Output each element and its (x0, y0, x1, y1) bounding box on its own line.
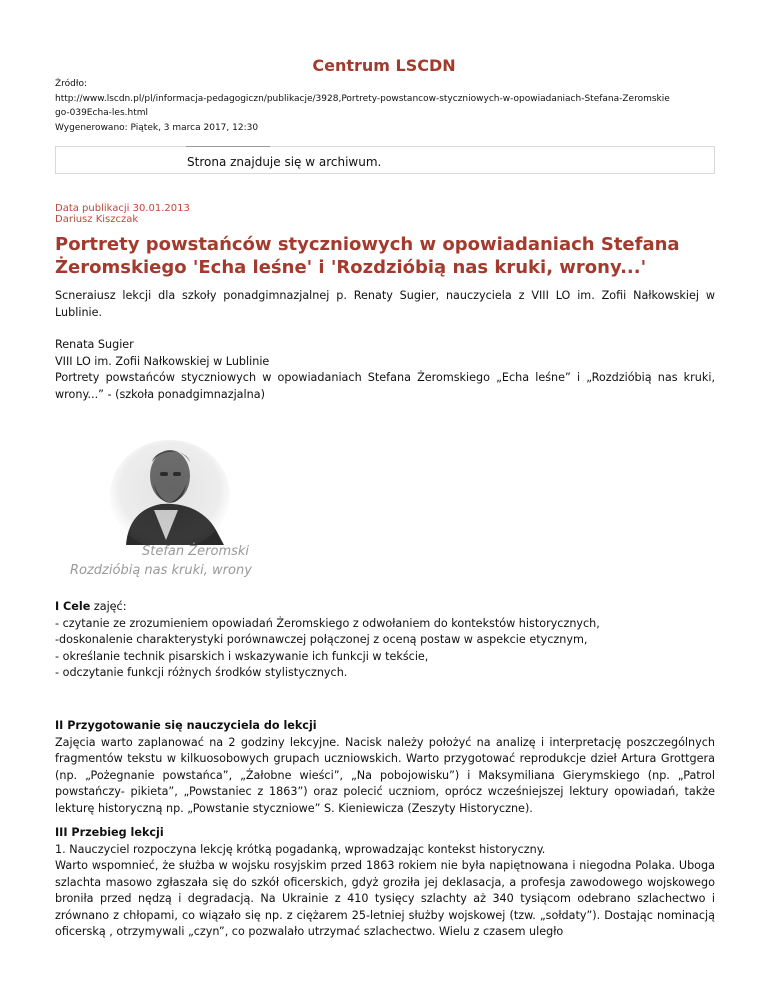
source-label: Źródło: (55, 79, 87, 89)
source-meta (55, 77, 720, 135)
author-block (55, 337, 715, 370)
section-preparation (55, 718, 715, 817)
publication-info (55, 203, 190, 225)
goal-item: - czytanie ze zrozumieniem opowiadań Żeromskiego z odwołaniem do kontekstów historycznych, (55, 616, 600, 630)
goal-item: - odczytanie funkcji różnych środków stylistycznych. (55, 666, 348, 679)
section-lesson-text: Warto wspomnieć, że służba w wojsku rosyjskim przed 1863 rokiem nie była napiętnowana i niegodna Polaka. Uboga szlachta masowo zgłaszała się do szkół oficerskich, gdyż groziła jej deklasacja, a profesja zawodowego wojskowego broniła przed nędzą i degradacją. Na Ukrainie z 410 tysięcy szlachty aż 340 tysiącom odebrano szlachectwo i zrównano z chłopami, co wiązało się np. z ciężarem 25-letniej służby wojskowej (tzw. „sołdaty”). Dostając nominacją oficerską , otrzymywali „czyn”, co pozwalało utrzymać szlachectwo. Wielu z czasem uległo (55, 859, 715, 938)
goal-item: - określanie technik pisarskich i wskazywanie ich funkcji w tekście, (55, 649, 429, 663)
section-goals-heading: I Cele (55, 600, 91, 613)
image-caption-name: Stefan Żeromski (142, 544, 250, 559)
source-url-line-2[interactable]: go-039Echa-les.html (55, 108, 149, 118)
publication-author[interactable]: Dariusz Kiszczak (55, 214, 139, 225)
section-preparation-heading: II Przygotowanie się nauczyciela do lekcji (55, 719, 317, 732)
article-subject: Portrety powstańców styczniowych w opowiadaniach Stefana Żeromskiego „Echa leśne” i „Rozdzióbią nas kruki, wrony...” - (szkoła ponadgimnazjalna) (55, 371, 715, 401)
section-lesson-course (55, 825, 715, 941)
portrait-illustration (66, 440, 256, 545)
section-goals-heading-rest: zajęć: (90, 600, 127, 613)
article-title: Portrety powstańców styczniowych w opowiadaniach Stefana Żeromskiego 'Echa leśne' i 'Rozdzióbią nas kruki, wrony...' (55, 234, 680, 278)
image-caption-title: Rozdzióbią nas kruki, wrony (70, 563, 252, 578)
generated-date: Wygenerowano: Piątek, 3 marca 2017, 12:30 (55, 122, 259, 133)
source-url-line-1[interactable]: http://www.lscdn.pl/pl/informacja-pedagogiczn/publikacje/3928,Portrety-powstancow-styczniowych-w-opowiadaniach-Stefana-Zeromskie (55, 93, 670, 104)
archive-notice: Strona znajduje się w archiwum. (187, 155, 382, 169)
author-name: Renata Sugier (55, 338, 134, 351)
archive-divider (186, 146, 270, 147)
publication-date: Data publikacji 30.01.2013 (55, 203, 190, 214)
zeromski-portrait-image (66, 440, 256, 580)
section-preparation-text: Zajęcia warto zaplanować na 2 godziny lekcyjne. Nacisk należy położyć na analizę i interpretację poszczególnych fragmentów tekstu w kilkuosobowych grupach uczniowskich. Warto przygotować reprodukcje dzieł Artura Grottgera (np. „Pożegnanie powstańca”, „Żałobne wieści”, „Na pobojowisku”) i Maksymiliana Gierymskiego (np. „Patrol powstańczy- pikieta”, „Powstaniec z 1863”) oraz polecić uczniom, oprócz wcześniejszej lektury opowiadań, także lekturę historyczną np. „Powstanie styczniowe” S. Kieniewicza (Zeszyty Historyczne). (55, 735, 715, 815)
author-school: VIII LO im. Zofii Nałkowskiej w Lublinie (55, 354, 270, 368)
section-goals (55, 599, 715, 682)
article-intro: Scneraiusz lekcji dla szkoły ponadgimnazjalnej p. Renaty Sugier, nauczyciela z VIII LO im. Zofii Nałkowskiej w Lublinie. (55, 289, 715, 319)
section-goals-heading-line (55, 599, 715, 616)
goal-item: -doskonalenie charakterystyki porównawczej połączonej z oceną postaw w aspekcie etycznym, (55, 633, 588, 646)
site-title: Centrum LSCDN (312, 56, 456, 75)
section-lesson-heading: III Przebieg lekcji (55, 826, 164, 839)
section-lesson-line-1: 1. Nauczyciel rozpoczyna lekcję krótką pogadanką, wprowadzając kontekst historyczny. (55, 842, 546, 856)
archive-notice-box (55, 146, 715, 174)
